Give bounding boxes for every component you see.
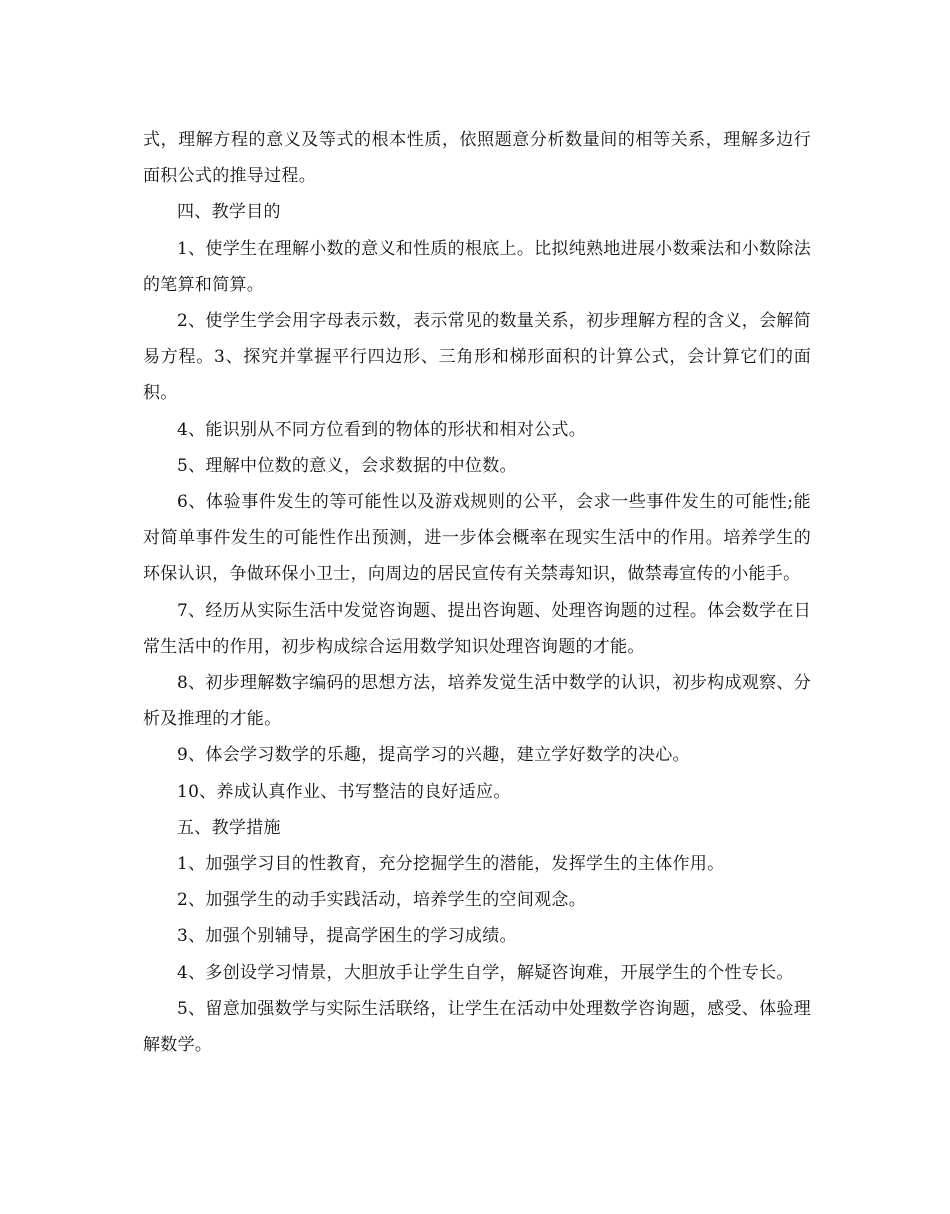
goal-item-8: 8、初步理解数字编码的思想方法，培养发觉生活中数学的认识，初步构成观察、分析及推理的才能。 — [143, 673, 811, 730]
goal-item-2: 2、使学生学会用字母表示数，表示常见的数量关系，初步理解方程的含义，会解简易方程。3、探究并掌握平行四边形、三角形和梯形面积的计算公式，会计算它们的面积。 — [143, 311, 811, 404]
measure-item-4: 4、多创设学习情景，大胆放手让学生自学，解疑咨询难，开展学生的个性专长。 — [177, 962, 794, 983]
measure-item-3: 3、加强个别辅导，提高学困生的学习成绩。 — [177, 926, 517, 947]
measure-item-1: 1、加强学习目的性教育，充分挖掘学生的潜能，发挥学生的主体作用。 — [177, 854, 725, 875]
goal-item-6: 6、体验事件发生的等可能性以及游戏规则的公平，会求一些事件发生的可能性;能对简单事件发生的可能性作出预测，进一步体会概率在现实生活中的作用。培养学生的环保认识，争做环保小卫士，向周边的居民宣传有关禁毒知识，做禁毒宣传的小能手。 — [143, 492, 811, 585]
paragraph-continued: 式，理解方程的意义及等式的根本性质，依照题意分析数量间的相等关系，理解多边行面积公式的推导过程。 — [143, 130, 811, 187]
goal-item-1: 1、使学生在理解小数的意义和性质的根底上。比拟纯熟地进展小数乘法和小数除法的笔算和简算。 — [143, 238, 811, 295]
goal-item-5: 5、理解中位数的意义，会求数据的中位数。 — [177, 455, 517, 476]
goal-item-10: 10、养成认真作业、书写整洁的良好适应。 — [177, 781, 511, 802]
section-heading-teaching-goals: 四、教学目的 — [177, 202, 281, 223]
measure-item-2: 2、加强学生的动手实践活动，培养学生的空间观念。 — [177, 890, 587, 911]
goal-item-7: 7、经历从实际生活中发觉咨询题、提出咨询题、处理咨询题的过程。体会数学在日常生活中的作用，初步构成综合运用数学知识处理咨询题的才能。 — [143, 600, 811, 657]
document-page — [143, 122, 811, 1063]
measure-item-5: 5、留意加强数学与实际生活联络，让学生在活动中处理数学咨询题，感受、体验理解数学。 — [143, 998, 811, 1056]
goal-item-4: 4、能识别从不同方位看到的物体的形状和相对公式。 — [177, 419, 587, 440]
goal-item-9: 9、体会学习数学的乐趣，提高学习的兴趣，建立学好数学的决心。 — [177, 745, 690, 766]
section-heading-teaching-measures: 五、教学措施 — [177, 817, 281, 838]
